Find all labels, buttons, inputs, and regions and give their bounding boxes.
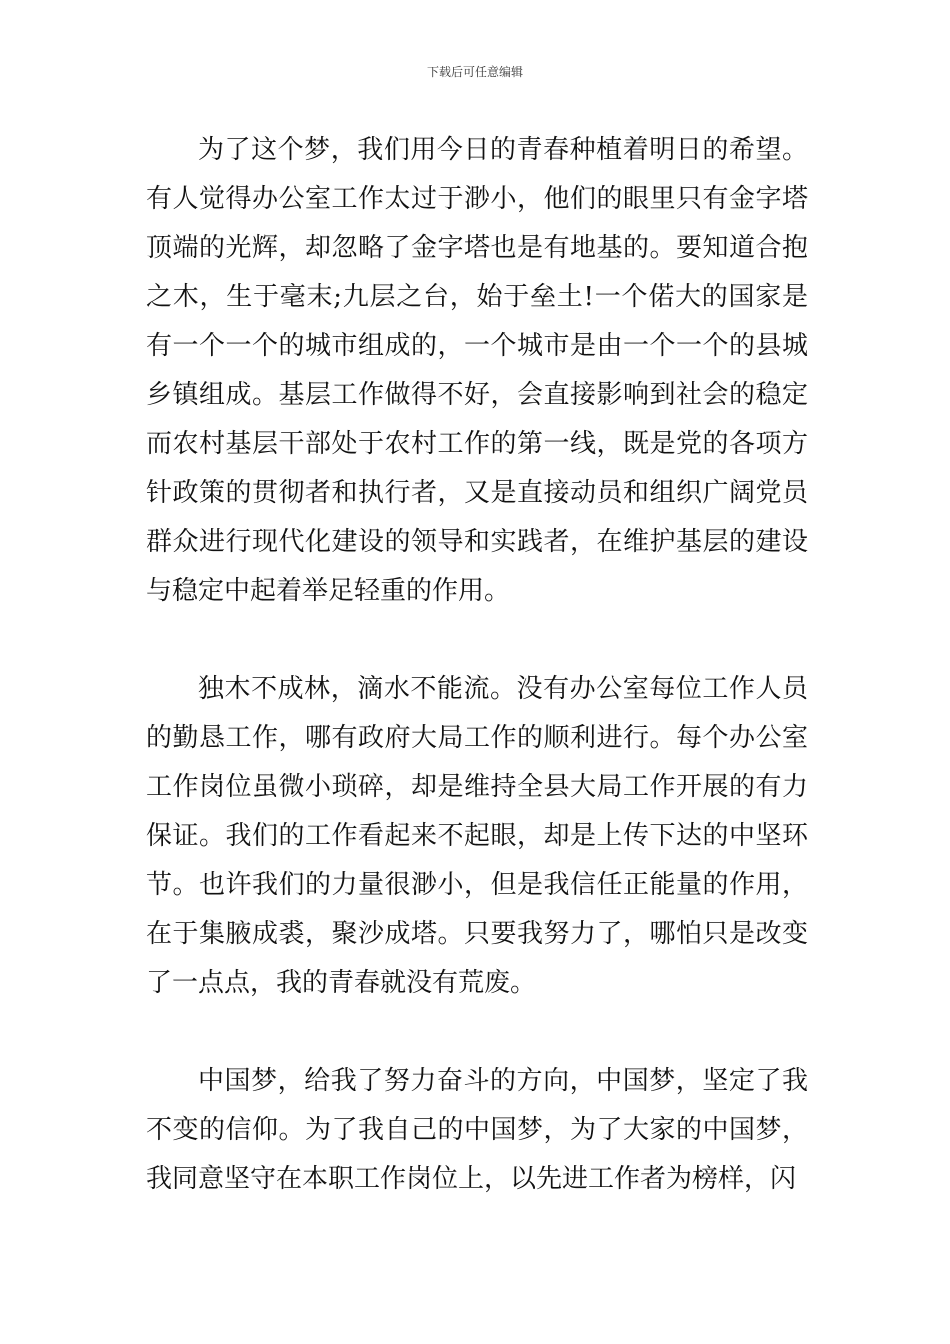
document-body — [146, 126, 808, 1204]
paragraph-3: 中国梦，给我了努力奋斗的方向，中国梦，坚定了我不变的信仰。为了我自己的中国梦，为了大家的中国梦，我同意坚守在本职工作岗位上，以先进工作者为榜样，闪 — [146, 1066, 808, 1194]
page-header: 下载后可任意编辑 — [426, 65, 523, 79]
paragraph-1: 为了这个梦，我们用今日的青春种植着明日的希望。有人觉得办公室工作太过于渺小，他们的眼里只有金字塔顶端的光辉，却忽略了金字塔也是有地基的。要知道合抱之木，生于毫末;九层之台，始于垒土!一个偌大的国家是有一个一个的城市组成的，一个城市是由一个一个的县城乡镇组成。基层工作做得不好，会直接影响到社会的稳定而农村基层干部处于农村工作的第一线，既是党的各项方针政策的贯彻者和执行者，又是直接动员和组织广阔党员群众进行现代化建设的领导和实践者，在维护基层的建设与稳定中起着举足轻重的作用。 — [146, 135, 808, 606]
paragraph-2: 独木不成林，滴水不能流。没有办公室每位工作人员的勤恳工作，哪有政府大局工作的顺利进行。每个办公室工作岗位虽微小琐碎，却是维持全县大局工作开展的有力保证。我们的工作看起来不起眼，却是上传下达的中坚环节。也许我们的力量很渺小，但是我信任正能量的作用，在于集腋成裘，聚沙成塔。只要我努力了，哪怕只是改变了一点点，我的青春就没有荒废。 — [146, 674, 808, 998]
